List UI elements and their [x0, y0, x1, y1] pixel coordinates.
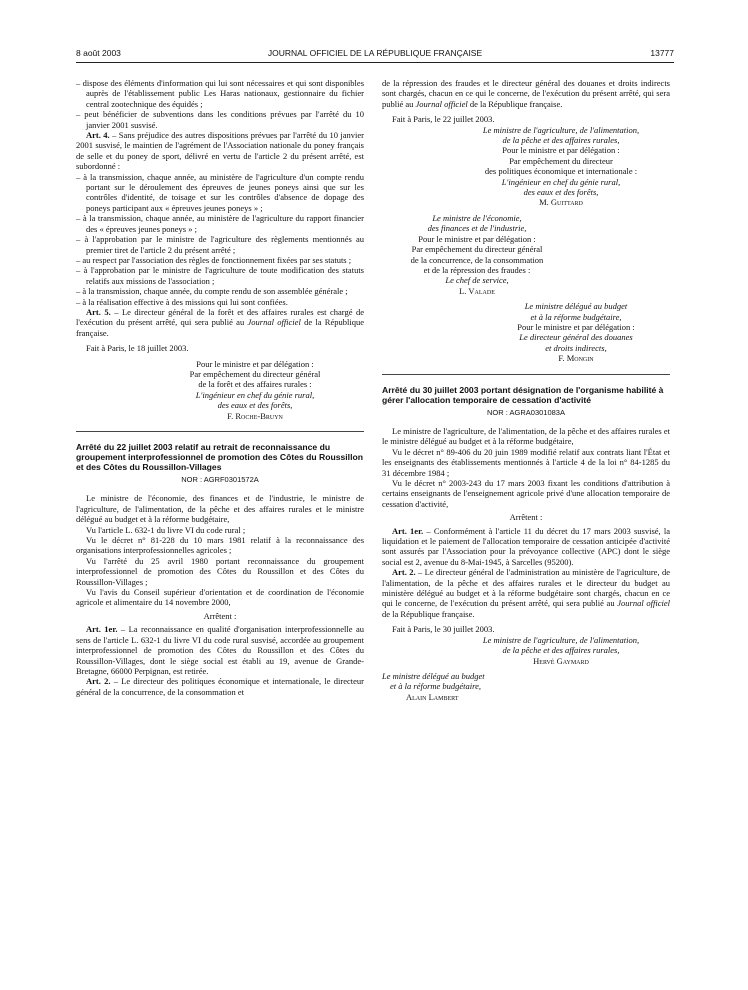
signature-line: Le directeur général des douanes: [519, 332, 633, 343]
signatory-name: Hervé Gaymard: [533, 655, 589, 666]
signature-line: et droits indirects,: [545, 342, 607, 353]
bullet: – à la transmission, chaque année, au ministère de l'agriculture d'un compte rendu portant sur le déroulement des épreuves de jeunes poneys ainsi que sur les contrôles d'identité, de toisage et sur les contrôles d'absence de dopage des poneys participant aux « épreuves jeunes poneys » ;: [76, 171, 364, 213]
signatory-name: F. Mongin: [558, 353, 594, 364]
visa: Vu le décret n° 81-228 du 10 mars 1981 relatif à la reconnaissance des organisations interprofessionnelles agricoles ;: [76, 535, 364, 556]
signature-line: de la concurrence, de la consommation: [410, 254, 544, 265]
signatory-name: L. Valade: [459, 285, 495, 296]
signature-block: [76, 359, 364, 421]
article-text: de la répression des fraudes et le directeur général des douanes et droits indirects sont chargés, chacun en ce qui le concerne, de l'exécution du présent arrêté, qui sera publié au: [382, 78, 670, 109]
signature-block: [382, 635, 670, 666]
signature-date: Fait à Paris, le 22 juillet 2003.: [392, 114, 495, 125]
bullet: – au respect par l'association des règles de fonctionnement fixées par ses statuts ;: [76, 254, 352, 265]
signature-line: Pour le ministre et par délégation :: [418, 233, 536, 244]
signature-line: Pour le ministre et par délégation :: [517, 321, 635, 332]
signature-block: [382, 125, 670, 208]
visa: Vu l'article L. 632-1 du livre VI du code rural ;: [86, 524, 246, 535]
article-4: [76, 130, 364, 172]
signature-line: des eaux et des forêts,: [523, 187, 599, 198]
nor-reference: NOR : AGRA0301083A: [487, 407, 565, 417]
article-text: – Le directeur des politiques économique et internationale, le directeur général de la concurrence, de la consommation et: [76, 676, 364, 697]
article-label: Art. 1er.: [86, 624, 118, 635]
article-text: – La reconnaissance en qualité d'organisation interprofessionnelle au sens de l'article L. 632-1 du livre VI du code rural susvisé, accordée au groupement interprofessionnel de promotion des Côtes du Roussillon et des Côtes du Roussillon-Villages, dont le siège social est établi au 19, avenue de Grande-Bretagne, 66000 Perpignan, est retirée.: [76, 624, 364, 676]
article-text: de la République française.: [467, 98, 563, 109]
article-text: de la République française.: [76, 317, 364, 338]
arretent-heading: Arrêtent :: [203, 610, 237, 621]
signatory-name: M. Guittard: [539, 197, 583, 208]
article-label: Art. 2.: [86, 676, 111, 687]
decree-title: Arrêté du 30 juillet 2003 portant désignation de l'organisme habilité à gérer l'allocation temporaire de cessation d'activité: [382, 384, 664, 405]
signature-line: des finances et de l'industrie,: [427, 223, 527, 234]
bullet: – à l'approbation par le ministre de l'agriculture de toute modification des statuts relatifs aux missions de l'association ;: [76, 265, 364, 286]
signature-line: de la forêt et des affaires rurales :: [198, 379, 312, 390]
left-column: [76, 78, 364, 697]
signature-line: Le ministre de l'économie,: [432, 212, 522, 223]
signature-line: Le ministre de l'agriculture, de l'alimentation,: [482, 634, 640, 645]
article-text: de la République française.: [382, 608, 475, 619]
article-text: – Sans préjudice des autres dispositions prévues par l'arrêté du 10 janvier 2001 susvisé, le maintien de l'agrément de l'Association nationale du poney français de selle et du poney de sport, délivré en vertu de l'article 2 du présent arrêté, est subordonné :: [76, 130, 365, 172]
page-header: [76, 48, 674, 63]
signature-block: [382, 301, 670, 363]
bullet: – à l'approbation par le ministre de l'agriculture des règlements mentionnés au premier tiret de l'article 2 du présent arrêté ;: [76, 234, 364, 255]
arretent-heading: Arrêtent :: [509, 512, 543, 523]
right-column: [382, 78, 670, 702]
article-text: – Le directeur général de l'administration au ministère de l'agriculture, de l'alimentation, de la pêche et des affaires rurales et le directeur du budget au ministère délégué au budget et à la réforme budgétaire sont chargés, chacun en ce qui le concerne, de l'exécution du présent arrêté, qui sera publié au: [382, 567, 670, 609]
signature-line: Le ministre de l'agriculture, de l'alimentation,: [482, 124, 640, 135]
article-label: Art. 4.: [86, 130, 110, 141]
bullet: – à la transmission, chaque année, du compte rendu de son assemblée générale ;: [76, 286, 348, 297]
article-5: [76, 307, 364, 338]
decree-title: Arrêté du 22 juillet 2003 relatif au retrait de reconnaissance du groupement interprofessionnel de promotion des Côtes du Roussillon et des Côtes du Roussillon-Villages: [76, 442, 363, 472]
article-text: – Le directeur général de la forêt et des affaires rurales est chargé de l'exécution du présent arrêté, qui sera publié au: [76, 306, 364, 328]
article-2: [76, 676, 364, 697]
signatory-name: Alain Lambert: [406, 691, 459, 702]
signatory-name: F. Roche-Bruyn: [227, 410, 283, 421]
signature-line: Par empêchement du directeur: [509, 155, 613, 166]
signature-line: Le ministre délégué au budget: [382, 670, 485, 681]
signature-block: [382, 213, 572, 296]
signature-line: Pour le ministre et par délégation :: [502, 145, 620, 156]
nor-reference: NOR : AGRF0301572A: [181, 475, 259, 484]
article-1: [382, 526, 670, 568]
visa: Vu le décret n° 89-406 du 20 juin 1989 modifié relatif aux contrats liant l'État et les enseignants des établissements mentionnés à l'article 4 de la loi n° 84-1285 du 31 décembre 1984 ;: [382, 446, 670, 478]
header-date: 8 août 2003: [76, 48, 121, 58]
article-text: – Conformément à l'article 11 du décret du 17 mars 2003 susvisé, la liquidation et le paiement de l'allocation temporaire de cessation anticipée d'activité sont assurés par l'Association pour la prévoyance collective (APC) dont le siège social est 2, avenue du 8-Mai-1945, à Sarcelles (95200).: [382, 525, 670, 567]
signature-line: des eaux et des forêts,: [217, 400, 293, 411]
preamble: Le ministre de l'agriculture, de l'alimentation, de la pêche et des affaires rurales et le ministre délégué au budget et à la réforme budgétaire,: [382, 425, 670, 447]
signature-line: L'ingénieur en chef du génie rural,: [501, 176, 621, 187]
bullet: – à la réalisation effective à des missions qui lui sont confiées.: [76, 296, 288, 307]
bullet: – peut bénéficier de subventions dans les conditions prévues par l'arrêté du 10 janvier 2001 susvisé.: [76, 109, 364, 130]
article-continuation: [382, 78, 670, 109]
signature-block: [382, 671, 532, 702]
signature-line: Le ministre délégué au budget: [524, 301, 628, 312]
preamble: Le ministre de l'économie, des finances et de l'industrie, le ministre de l'agriculture, de l'alimentation, de la pêche et des affaires rurales et le ministre délégué au budget et à la réforme budgétaire,: [76, 493, 364, 525]
header-journal-title: JOURNAL OFFICIEL DE LA RÉPUBLIQUE FRANÇAISE: [267, 48, 483, 58]
signature-line: et à la réforme budgétaire,: [390, 681, 482, 692]
signature-line: de la pêche et des affaires rurales,: [502, 135, 620, 146]
signature-date: Fait à Paris, le 18 juillet 2003.: [86, 343, 189, 354]
signature-line: Par empêchement du directeur général: [411, 244, 543, 255]
signature-line: et de la répression des fraudes :: [423, 264, 531, 275]
visa: Vu le décret n° 2003-243 du 17 mars 2003 fixant les conditions d'attribution à certains enseignants de l'enseignement agricole privé d'une allocation temporaire de cessation d'activité,: [382, 478, 670, 509]
signature-line: de la pêche et des affaires rurales,: [502, 645, 620, 656]
article-2: [382, 567, 670, 619]
journal-name: Journal officiel: [247, 317, 301, 328]
bullet: – à la transmission, chaque année, au ministère de l'agriculture du rapport financier des « épreuves jeunes poneys » ;: [76, 213, 364, 234]
signature-line: des politiques économique et internationale :: [484, 166, 638, 177]
journal-name: Journal officiel: [415, 98, 468, 109]
signature-line: Le chef de service,: [445, 275, 509, 286]
signature-date: Fait à Paris, le 30 juillet 2003.: [392, 624, 495, 635]
section-divider: [76, 431, 364, 432]
header-page-number: 13777: [650, 48, 674, 58]
signature-line: L'ingénieur en chef du génie rural,: [195, 389, 315, 400]
visa: Vu l'arrêté du 25 avril 1980 portant reconnaissance du groupement interprofessionnel de promotion des Côtes du Roussillon et des Côtes du Roussillon-Villages ;: [76, 555, 364, 587]
signature-line: Par empêchement du directeur général: [189, 368, 321, 379]
signature-line: Pour le ministre et par délégation :: [196, 358, 314, 369]
signature-line: et à la réforme budgétaire,: [530, 311, 622, 322]
bullet: – dispose des éléments d'information qui lui sont nécessaires et qui sont disponibles auprès de l'établissement public Les Haras nationaux, gestionnaire du fichier central zootechnique des équidés ;: [76, 78, 364, 109]
article-label: Art. 5.: [86, 306, 111, 317]
visa: Vu l'avis du Conseil supérieur d'orientation et de coordination de l'économie agricole et alimentaire du 14 novembre 2000,: [76, 587, 364, 608]
journal-name: Journal officiel: [617, 598, 671, 609]
article-label: Art. 2.: [392, 567, 416, 578]
article-1: [76, 624, 364, 676]
section-divider: [382, 374, 670, 375]
article-label: Art. 1er.: [392, 525, 424, 536]
